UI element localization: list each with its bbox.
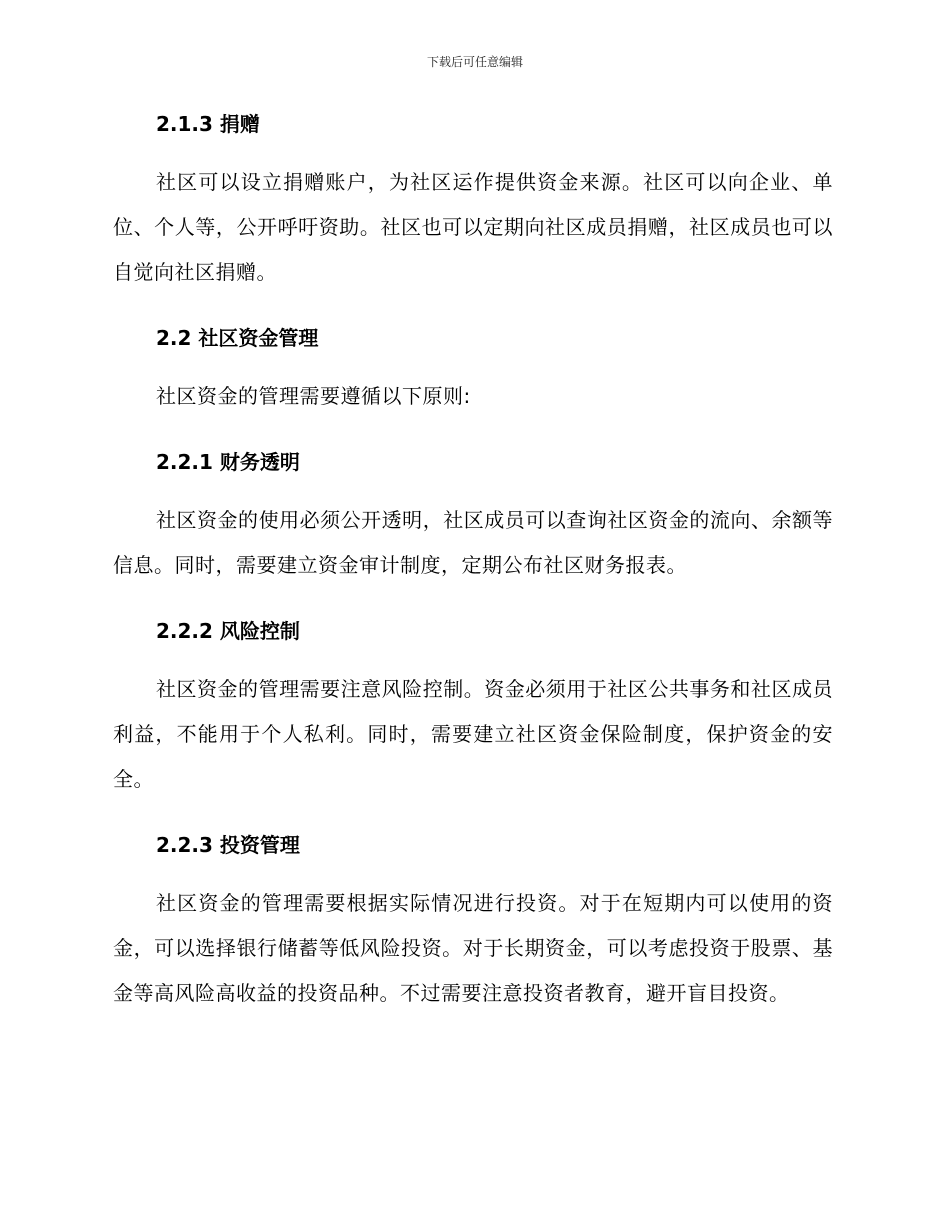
section-heading-2-2: 2.2 社区资金管理 [156,326,319,350]
section-heading-2-2-1: 2.2.1 财务透明 [156,450,300,474]
section-heading-2-2-3: 2.2.3 投资管理 [156,833,300,857]
section-heading-2-1-3: 2.1.3 捐赠 [156,112,260,136]
section-paragraph-2-2: 社区资金的管理需要遵循以下原则: [156,384,471,408]
section-paragraph-2-2-3: 社区资金的管理需要根据实际情况进行投资。对于在短期内可以使用的资金，可以选择银行储蓄等低风险投资。对于长期资金，可以考虑投资于股票、基金等高风险高收益的投资品种。不过需要注意投资者教育，避开盲目投资。 [113,891,833,1005]
section-paragraph-2-2-1: 社区资金的使用必须公开透明，社区成员可以查询社区资金的流向、余额等信息。同时，需要建立资金审计制度，定期公布社区财务报表。 [113,508,833,577]
page-header: 下载后可任意编辑 [426,55,523,69]
section-paragraph-2-2-2: 社区资金的管理需要注意风险控制。资金必须用于社区公共事务和社区成员利益，不能用于个人私利。同时，需要建立社区资金保险制度，保护资金的安全。 [113,677,833,791]
section-paragraph-2-1-3: 社区可以设立捐赠账户，为社区运作提供资金来源。社区可以向企业、单位、个人等，公开呼吁资助。社区也可以定期向社区成员捐赠，社区成员也可以自觉向社区捐赠。 [113,170,833,284]
section-heading-2-2-2: 2.2.2 风险控制 [156,619,300,643]
document-body [113,110,833,1016]
